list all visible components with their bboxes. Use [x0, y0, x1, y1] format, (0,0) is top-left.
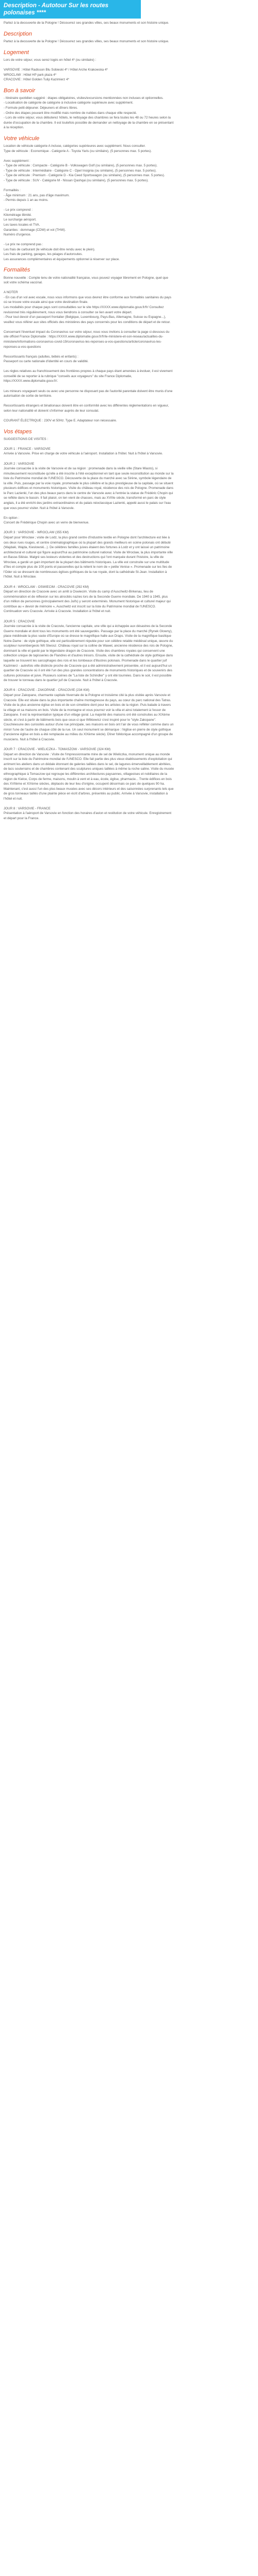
etapes-section [4, 429, 174, 821]
main-content [0, 19, 178, 826]
page-title: Description - Autotour Sur les routes polonaises **** [0, 0, 141, 19]
formalites-text: Bonne nouvelle : Compte tenu de votre nationalité française, vous pouvez voyager librement en Pologne, quel que soit votre schéma vaccinal. A NOTER - En cas d'un vol avec escale, nous vous informons que vous devrez être conforme aux formalités sanitaires du pays où se trouve votre escale ainsi que votre destination finale. Les modalités pour chaque pays sont consultables sur le site https://XXXX.www.diplomatie.gouv.fr/fr/ Consultez revisionnel très régulièrement, nous vous tiendrons à consulter ce lien avant votre départ. - Pour tout devoir d'un passeport frontalier (Belgique, Luxembourg, Pays-Bas, Allemagne, Suisse ou Espagne...), veuillez vous référer aux sites officiels des ministères des pays concernés pour les conditions de départ et de retour. Concernant l'éventuel impact du Coronavirus sur votre séjour, nous vous invitons à consulter la page ci-dessous du site officiel France Diplomatie : https://XXXX.www.diplomatie.gouv.fr/fr/le-ministere-et-son-reseau/actualites-du-ministere/informations-coronavirus-covid-19/coronavirus-les-reponses-a-vos-questions/article/coronavirus-les-reponses-a-vos-questions Ressortissants français (adultes, bébés et enfants) : Passeport ou carte nationale d'identité en cours de validité. Les règles relatives au franchissement des frontières propres à chaque pays étant amenées à évoluer, il est vivement conseillé de se reporter à la rubrique "conseils aux voyageurs" du site France Diplomatie, https://XXXX.www.diplomatie.gouv.fr/. Les mineurs voyageant seuls ou avec une personne ne disposant pas de l'autorité parentale doivent être munis d'une autorisation de sortie de territoire. Ressortissants étrangers et binationaux doivent être en conformité avec les différentes réglementations en vigueur, selon leur nationalité et doivent s'informer auprès de leur consulat. COURANT ÉLECTRIQUE : 230V et 50Hz. Type E. Adaptateur non nécessaire. [4, 276, 173, 422]
logement-heading: Logement [4, 49, 29, 56]
description-text: Partez à la decouverte de la Pologne ! Découvrez ses grandes villes, ses beaux monuments et son histoire unique. [4, 40, 169, 44]
bon-a-savoir-section [4, 88, 174, 130]
formalites-heading: Formalités [4, 267, 30, 274]
logement-section [4, 49, 174, 82]
description-section [4, 31, 174, 44]
page [0, 0, 258, 826]
vehicule-section [4, 135, 174, 262]
etapes-heading: Vos étapes [4, 428, 32, 435]
vehicule-text: Location de véhicule catégorie A incluse, catégories supérieures avec supplément. Nous consulter. Type de véhicule : Economique - Catégorie A - Toyota Yaris (ou similaire), (5 personnes max. 5 portes). Avec supplément : - Type de véhicule : Compacte - Catégorie B - Volkswagen Golf (ou similaire), (5 personnes max. 5 portes). - Type de véhicule : Intermédiaire - Catégorie C - Opel Insignia (ou similaire), (5 personnes max. 5 portes). - Type de véhicule : Premium - Catégorie D - Kia Ceed Sportswagon (ou similaire), (5 personnes max. 5 portes). - Type de véhicule : SUV - Catégorie M - Nissan Qashqai (ou similaire), (5 personnes max. 5 portes). Formalités : - Âge minimum : 21 ans, pas d'âge maximum. - Permis depuis 1 an au moins. - Le prix comprend : Kilométrage illimité. Le surcharge aéroport. Les taxes locales et TVA. Garanties : dommage (CDW) et vol (THW). Numéro d'urgence. - Le prix ne comprend pas : Les frais de carburant (le véhicule doit être rendu avec le plein). Les frais de parking, garages, les péages d'autoroutes. Les assurances complémentaires et équipements optionnel à réserver sur place. [4, 144, 165, 261]
vehicule-heading: Votre véhicule [4, 135, 40, 142]
bon-a-savoir-text: - Itinéraire quotidien suggéré : étapes obligatoires, visites/excursions mentionnées non incluses et optionnelles. - Localisation de catégorie de catégorie à inclusive catégorie supérieure avec supplément. - Formule petit-déjeuner. Déjeuners et dîners libres. - Ordre des étapes pouvant être modifié mais nombre de nuitées dans chaque ville respecté. - Lors de votre séjour, vous débuterez hôtels, le nettoyage des chambres se fera toutes les 48 ou 72 heures selon la durée d'occupation de la chambre. Il est toutefois possible de demander un nettoyage de la chambre en se présentant à la réception. [4, 96, 174, 130]
bon-a-savoir-heading: Bon à savoir [4, 87, 36, 94]
description-heading: Description [4, 30, 33, 37]
formalites-section [4, 267, 174, 423]
logement-text: Lors de votre séjour, vous serez logés en hôtel 4* (ou similaire) : VARSOVIE : Hôtel Radisson Blu Sobieski 4* / Hôtel Arche Krakowska 4* WROCLAW : Hôtel HP park plaza 4* CRACOVIE : Hôtel Golden Tulip Kazimierz 4* [4, 58, 108, 82]
intro-text: Partez à la decouverte de la Pologne ! Découvrez ses grandes villes, ses beaux monuments et son histoire unique. [4, 21, 169, 25]
etapes-text: SUGGESTIONS DE VISITES : JOUR 1 : FRANCE - VARSOVIE Arrivée à Varsovie. Prise en charge de votre véhicule à l'aéroport. Installation à l'hôtel. Nuit à l'hôtel à Varsovie. JOUR 2 : VARSOVIE Journée consacrée à la visite de Varsovie et de sa région : promenade dans la vieille ville (Stare Miasto), si minutieusement reconstituée qu'elle a été inscrite à l'été exceptionnel en tant que seule reconstitution au monde sur la liste du Patrimoine mondial de l'UNESCO. Découverte de la place du marché avec sa Sirène, symbole légendaire de la ville. Puis, passage par la voie royale, promenade le plus célèbre et la plus prestigieuse de la capitale, où se situent plusieurs édifices et monuments historiques. Visite du château royal, résidence des rois de Pologne. Promenade dans le Parc Lazienki, l'un des plus beaux parcs dans le centre de Varsovie avec à l'entrée la statue de Frédéric Chopin qui se reflète dans le bassin. Il fait plaisir, on ten vient de chasses, mais au XVIIIe siècle, transformé en parc de style anglais, il a été enrichi des jardins extraordinaires et du palais néoclassique Lazienki, appelé aussi le palais sur l'eau que vous pourrez visiter. Nuit à l'hôtel à Varsovie. En option : Concert de Frédérique Chopin avec un verre de bienvenue. JOUR 3 : VARSOVIE - WROCLAW (355 KM) Départ pour Wroclaw ; visite de Lodz, la plus grand centre d'industrie textile en Pologne dont l'architecture est liée à ces deux rues rouges, et centre cinématographique où la plupart des grands meilleurs en scène polonais ont débuté (Wajdaki, Wajda, Kieslowski...). De célèbres familles juives étaient des fortunes à Lodz et y ont laissé un patrimoine architectural et culturel qui figure aujourd'hui au patrimoine culturel national. Visite de Wroclaw, la plus importante ville en Basse-Silésie. Malgré ses lesteurs violentes et des destructions qui l'ont marquée durant l'histoire, la ville de Wroclaw, a gardé un gain important de la plupart des bâtiments historiques. La ville est construite sur une multitude d'îles et compte plus de 100 ponts et passerelles qui la relient le nom de « petite Venise ». Promenade sur les îles de l'Oder où se dressent de nombreuses églises gothiques de la rue royale, dont la cathédrale St-Jean. Installation à l'hôtel. Nuit à Wroclaw. JOUR 4 : WROCLAW - OSWIECIM - CRACOVIE (292 KM) Départ en direction de Cracovie avec un arrêt à Oswiecim. Visite du camp d'Auschwitz-Birkenau, lieu de commémoration et de réflexion sur les atrocités nazies lors de la Seconde Guerre mondiale. De 1940 à 1945, plus d'un million de personnes (principalement des Juifs) y seront exterminés. Monument historique et culturel majeur qui contribue au « devoir de mémoire », Auschwitz est inscrit sur la liste du Patrimoine mondial de l'UNESCO. Continuation vers Cracovie. Arrivée à Cracovie. Installation à l'hôtel et nuit. JOUR 5 : CRACOVIE Journée consacrée à la visite de Cracovie, l'ancienne capitale, une ville qui a échappée aux désastres de la Seconde Guerre mondiale et dont tous les monuments ont été sauvegardés. Passage par la place du marché (Rynek Glowny), place médiévale la plus vaste d'Europe où se dresse le magnifique halle aux Draps. Visite de la magnifique basilique Notre-Dame : de style gothique, elle est particulièrement réputée pour son célèbre retable médiéval unique, œuvre du sculpteur nurembergeois Wit Stwosz. Château royal sur la colline de Wawel, ancienne résidence des rois de Pologne, dominant la ville et gardé par le légendaire dragon de Cracovie. Visite des chambres royales qui conservent une collection unique de tapisseries de Flandres et d'autres trésors. Ensuite, visite de la cathédrale de style gothique dans laquelle se trouvent les sarcophages des rois et les tombeaux d'illustres polonais. Promenade dans le quartier juif Kazimierz - autrefois ville distincte proche de Cracovie qui a été administrativement présentée, et il est aujourd'hui un quartier de Cracovie où il ont été l'un des plus grandes concentrations de monuments historiques et de souvenirs des cultures polonaise et juive. Plusieurs scènes de "La liste de Schindler" y ont été tournées. Dans le soir, il est possible de trouver le tonneau dans le quartier juif de Cracovie. Nuit à l'hôtel à Cracovie. JOUR 6 : CRACOVIE - ZAKOPANE - CRACOVIE (234 KM) Départ pour Zakopane, charmante capitale hivernale de la Pologne et troisième cité la plus visitée après Varsovie et Cracovie. Elle est située dans la plus importante chaîne montagneuse du pays, au cœur du parc national des Tatras. Visite de la plus ancienne église en bois et de son cimetière dont pour les artistes de la région. Puis balade à travers la village et sa maisons en bois. Visite de la montagne et vous pourrez voir la villa et ainsi totalement à l'essor de Zakopane. Il est la représentation typique d'un village goral. La majorité des maisons ont été construites au XIXème siècle, et c'est à partir de bâtiments bois que ceux-ci que Witkiewicz s'est inspiré pour le "style Zakopane". Couchéesune des curiosités autour d'une rue principale, ses maisons en bois ont l'air de vous refléter comme dans un miroir l'une de l'autre de chaque côté de la rue. Un seul monument se démarque : l'église en pierre de style gothique (l'ancienne église en bois a été remplacée au milieu du XIXème siècle). Dîner folklorique accompagné d'un groupe de musiciens. Nuit à l'hôtel à Cracovie. JOUR 7 : CRACOVIE - WIELICZKA - TOMASZOW - VARSOVIE (324 KM) Départ en direction de Varsovie : Visite de l'impressionnante mine de sel de Wieliczka, monument unique au monde inscrit sur la liste du Patrimoine mondial de l'UNESCO. Elle fait partie des plus vieux établissements d'exploitation qui arriment les ateliers dans un dédale étonnant de galeries taillées dans le sel, de lagunes émerveillablement abritées, de lacs souterrains et de chambres contenant des sculptures uniques taillées à même la roche saline. Visite du musée ethnographique à Tomaszow qui regroupe les différentes architectures paysannes, villageoises et nobiliaires de la région de Kielce, Corps de ferme, maisons, moulin à vent et à eau, école, église, pharmacie... Trente édifices en bois des XVIIème et XIXème siècles, déplacés de leur lieu d'origine, occupent désormais ce parc de quelques 90 ha. Maintenant, c'est aussi l'un des plus beaux musées avec ses décors intérieurs et des saisonnées surprenants tels que de gros tonneaux taillés d'une plainte pièce en écrit d'arbres, présentés au public. Arrivée à Varsovie, installation à l'hôtel et nuit. JOUR 8 : VARSOVIE - FRANCE Présentation à l'aéroport de Varsovie en fonction des horaires d'avion et restitution de votre véhicule. Enregistrement et départ pour la France. [4, 437, 174, 821]
